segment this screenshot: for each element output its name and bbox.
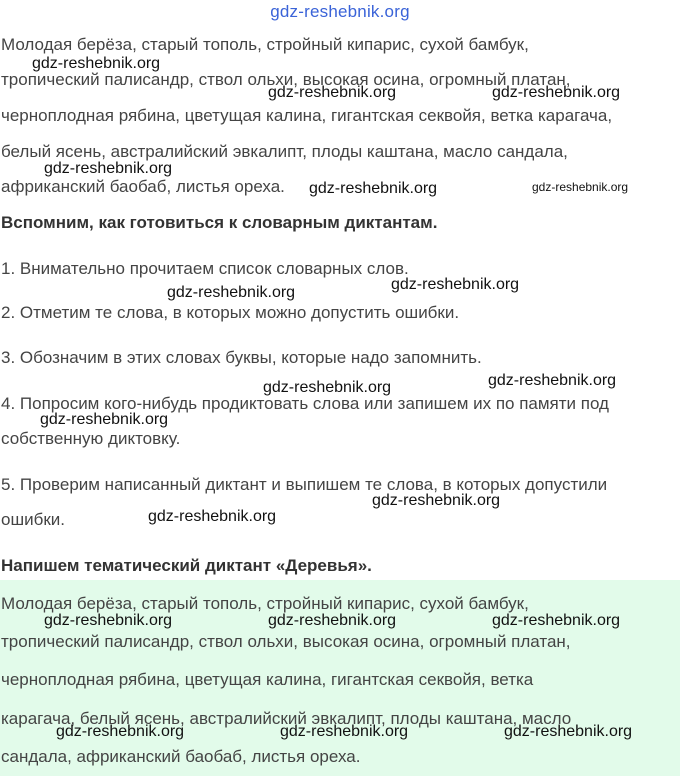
watermark: gdz-reshebnik.org [268,84,397,101]
intro-line: черноплодная рябина, цветущая калина, гигантская секвойя, ветка карагача, [1,106,613,125]
watermark: gdz-reshebnik.org [532,180,629,194]
intro-line: африканский баобаб, листья ореха. [1,177,285,196]
watermark: gdz-reshebnik.org [492,612,621,629]
watermark: gdz-reshebnik.org [32,55,161,72]
step-item: 2. Отметим те слова, в которых можно допустить ошибки. [1,303,460,322]
watermark: gdz-reshebnik.org [44,612,173,629]
step-item-continuation: ошибки. [1,510,65,529]
intro-line: тропический палисандр, ствол ольхи, высокая осина, огромный платан, [1,70,571,89]
intro-line: белый ясень, австралийский эвкалипт, плоды каштана, масло сандала, [1,142,568,161]
intro-line: Молодая берёза, старый тополь, стройный кипарис, сухой бамбук, [1,35,529,54]
step-item-continuation: собственную диктовку. [1,429,181,448]
answer-line: черноплодная рябина, цветущая калина, гигантская секвойя, ветка [1,670,534,689]
watermark: gdz-reshebnik.org [44,160,173,177]
answer-line: Молодая берёза, старый тополь, стройный кипарис, сухой бамбук, [1,594,529,613]
watermark: gdz-reshebnik.org [40,411,169,428]
watermark: gdz-reshebnik.org [280,723,409,740]
answer-line: карагача, белый ясень, австралийский эвкалипт, плоды каштана, масло [1,709,572,728]
watermark: gdz-reshebnik.org [504,723,633,740]
watermark: gdz-reshebnik.org [488,372,617,389]
watermark: gdz-reshebnik.org [391,276,520,293]
watermark: gdz-reshebnik.org [167,284,296,301]
watermark: gdz-reshebnik.org [56,723,185,740]
section-heading-how-to-prepare: Вспомним, как готовиться к словарным диктантам. [1,213,438,232]
answer-line: тропический палисандр, ствол ольхи, высокая осина, огромный платан, [1,632,571,651]
watermark: gdz-reshebnik.org [372,492,501,509]
watermark: gdz-reshebnik.org [268,612,397,629]
watermark: gdz-reshebnik.org [309,180,438,197]
watermark: gdz-reshebnik.org [148,508,277,525]
header-watermark: gdz-reshebnik.org [270,2,410,21]
watermark: gdz-reshebnik.org [492,84,621,101]
step-item: 4. Попросим кого-нибудь продиктовать слова или запишем их по памяти под [1,394,609,413]
watermark: gdz-reshebnik.org [263,379,392,396]
step-item: 5. Проверим написанный диктант и выпишем те слова, в которых допустили [1,475,608,494]
section-heading-dictation: Напишем тематический диктант «Деревья». [1,556,372,575]
step-item: 1. Внимательно прочитаем список словарных слов. [1,259,409,278]
step-item: 3. Обозначим в этих словах буквы, которые надо запомнить. [1,348,482,367]
answer-line: сандала, африканский баобаб, листья ореха. [1,747,361,766]
